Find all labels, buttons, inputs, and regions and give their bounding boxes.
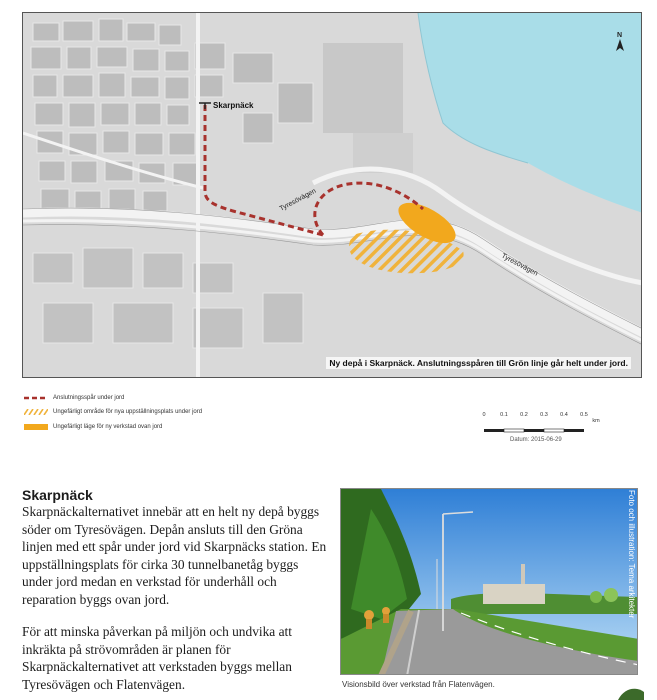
scalebar-graphic: [484, 428, 608, 434]
body-paragraph: För att minska påverkan på miljön och undvika att inkräkta på strövområden är planen för Skarpnäckalternativet att verkstaden byggs mellan Tyresövägen och Flatenvägen.: [22, 624, 292, 692]
legend-item-hatched: [24, 409, 202, 415]
workshop-building: [483, 584, 545, 604]
section-heading: Skarpnäck: [22, 487, 93, 503]
photo-caption: Visionsbild över verkstad från Flatenvägen.: [342, 680, 495, 689]
solid-orange-area-icon: [24, 424, 48, 430]
scale-tick: 0.1: [500, 412, 508, 418]
legend-item-workshop: [24, 424, 162, 430]
road-label-west: Tyresövägen: [278, 187, 318, 213]
dashed-red-line-icon: [24, 395, 48, 401]
scale-unit: km: [592, 418, 600, 424]
scale-tick: 0.3: [540, 412, 548, 418]
legend-label: Ungefärligt läge för ny verkstad ovan jord: [53, 424, 163, 430]
hatched-orange-area-icon: [24, 409, 48, 415]
scale-tick: 0.2: [520, 412, 528, 418]
road-label-east: Tyresövägen: [500, 252, 539, 278]
map-graphic: [23, 13, 642, 378]
svg-text:N: N: [617, 32, 623, 39]
legend-label: Anslutningsspår under jord: [53, 395, 125, 401]
map-caption: Ny depå i Skarpnäck. Anslutningsspåren till Grön linje går helt under jord.: [326, 357, 631, 369]
vision-photo: [340, 488, 638, 675]
scale-tick: 0.4: [560, 412, 568, 418]
page-corner-decoration: [618, 686, 644, 700]
map-date: Datum: 2015-06-29: [510, 437, 562, 443]
station-label: Skarpnäck: [213, 101, 254, 110]
body-paragraph: Skarpnäckalternativet innebär att en helt ny depå byggs söder om Tyresövägen. Depån ansluts till den Gröna linjen med ett spår under jord vid Skarpnäcks station. En uppställningsplats för cirka 30 tunnelbanetåg byggs under jord medan en verkstad för underhåll och reparation byggs ovan jord.: [22, 504, 327, 607]
legend-item-track: [24, 395, 124, 401]
photo-credit: [624, 490, 638, 660]
scale-tick: 0: [482, 412, 486, 418]
scale-tick: 0.5: [580, 412, 588, 418]
map: [22, 12, 642, 378]
photo-graphic: [341, 489, 638, 675]
legend-label: Ungefärligt område för nya uppställningsplats under jord: [53, 409, 203, 415]
photo-credit-text: Foto och illustration: Tema arkitekter: [627, 490, 636, 619]
